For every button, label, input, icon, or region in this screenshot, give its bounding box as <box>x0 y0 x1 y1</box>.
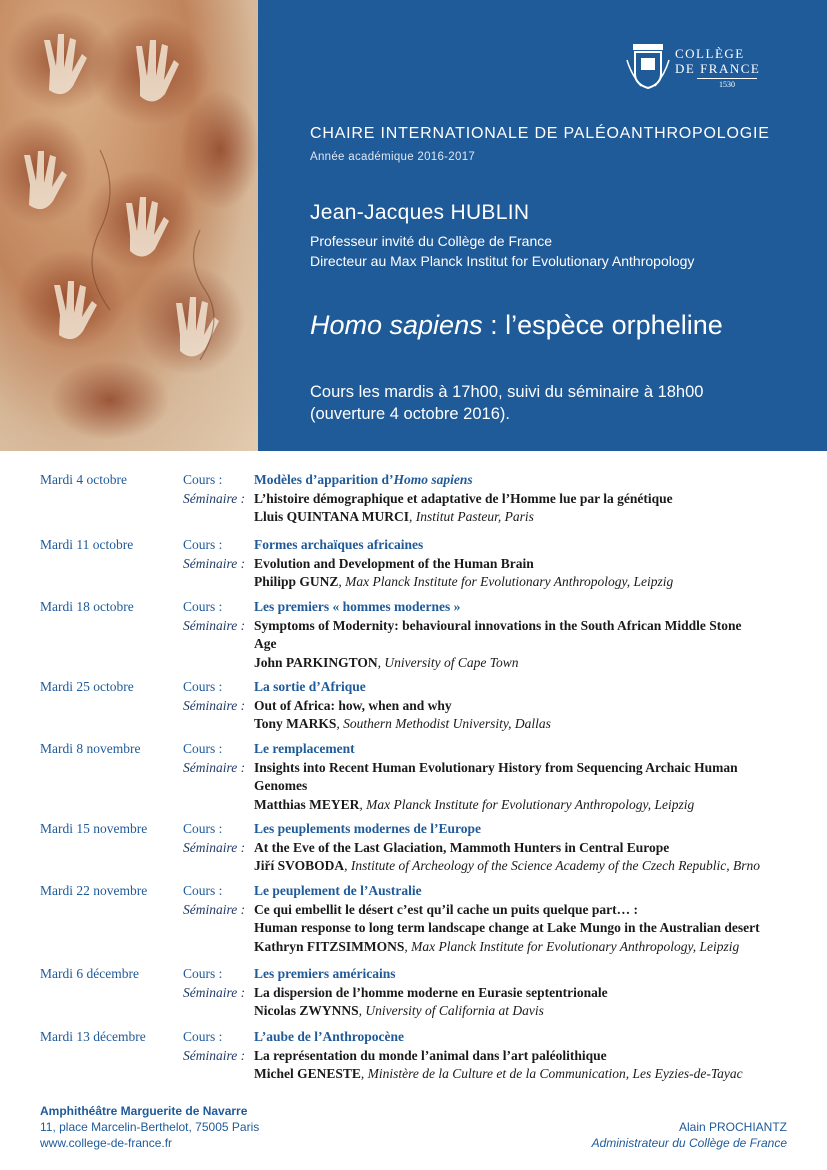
course-title-text: Modèles d’apparition d’ <box>254 472 394 487</box>
speaker-affiliation: , University of California at Davis <box>358 1003 544 1018</box>
seminaire-label: Séminaire : <box>183 490 246 506</box>
admin-name: Alain PROCHIANTZ <box>678 1120 787 1134</box>
speaker-name: John PARKINGTON <box>254 654 378 670</box>
professor-role-1: Professeur invité du Collège de France <box>310 233 553 249</box>
course-title-italic: Homo sapiens <box>393 472 473 487</box>
seminar-title-line: La représentation du monde l’animal dans l’art paléolithique <box>254 1047 607 1063</box>
speaker-affiliation: , University of Cape Town <box>377 654 519 670</box>
seminar-title-line: L’histoire démographique et adaptative de l’Homme lue par la génétique <box>254 490 673 506</box>
session-date: Mardi 6 décembre <box>40 966 139 981</box>
speaker-affiliation: , Max Planck Institute for Evolutionary Anthropology, Leipzig <box>338 574 674 589</box>
cours-label: Cours : <box>183 679 223 694</box>
course-title-text: Le remplacement <box>254 741 355 756</box>
venue-address: 11, place Marcelin-Berthelot, 75005 Paris <box>40 1120 260 1134</box>
logo-year: 1530 <box>697 78 757 89</box>
course-title <box>254 741 355 757</box>
speaker-line <box>254 939 739 955</box>
academic-year: Année académique 2016-2017 <box>310 151 476 163</box>
course-title <box>254 537 423 553</box>
professor-name: Jean-Jacques HUBLIN <box>310 201 530 224</box>
cours-label: Cours : <box>183 472 223 487</box>
course-title <box>254 966 395 982</box>
cours-label: Cours : <box>183 821 223 836</box>
cours-label: Cours : <box>183 537 223 552</box>
session-date: Mardi 13 décembre <box>40 1029 146 1044</box>
chair-title: CHAIRE INTERNATIONALE DE PALÉOANTHROPOLOGIE <box>310 125 770 142</box>
college-de-france-logo <box>625 40 795 92</box>
speaker-affiliation: , Max Planck Institute for Evolutionary Anthropology, Leipzig <box>404 938 740 954</box>
speaker-name: Lluis QUINTANA MURCI <box>254 509 410 524</box>
course-title <box>254 599 460 615</box>
course-title-rest: : l’espèce orpheline <box>482 310 723 340</box>
footer-admin-block <box>592 1119 787 1151</box>
cours-label: Cours : <box>183 599 223 614</box>
website-link[interactable]: www.college-de-france.fr <box>40 1136 173 1150</box>
speaker-line <box>254 1066 743 1082</box>
speaker-line <box>254 655 519 671</box>
seminar-title-line: Human response to long term landscape change at Lake Mungo in the Australian desert <box>254 920 760 935</box>
speaker-name: Tony MARKS <box>254 716 337 731</box>
seminar-title-line: Symptoms of Modernity: behavioural innovations in the South African Middle Stone <box>254 617 742 633</box>
schedule-line-2: (ouverture 4 octobre 2016). <box>310 405 510 423</box>
seminaire-label: Séminaire : <box>183 1047 246 1063</box>
cours-label: Cours : <box>183 966 223 981</box>
seminaire-label: Séminaire : <box>183 984 246 1000</box>
seminaire-label: Séminaire : <box>183 555 246 571</box>
speaker-line <box>254 797 694 813</box>
cave-art-image <box>0 0 258 451</box>
seminar-title-line: At the Eve of the Last Glaciation, Mammoth Hunters in Central Europe <box>254 839 670 855</box>
speaker-line <box>254 716 551 732</box>
professor-role-2: Directeur au Max Planck Institut for Evolutionary Anthropology <box>310 253 695 269</box>
logo-wordmark <box>675 46 760 76</box>
seminaire-label: Séminaire : <box>183 759 246 775</box>
cours-label: Cours : <box>183 883 223 898</box>
speaker-line <box>254 1003 544 1019</box>
schedule-line-1: Cours les mardis à 17h00, suivi du séminaire à 18h00 <box>310 383 704 401</box>
hand-stencils-illustration <box>0 0 258 451</box>
seminaire-label: Séminaire : <box>183 617 246 633</box>
crest-icon <box>625 40 671 92</box>
speaker-affiliation: , Southern Methodist University, Dallas <box>336 716 551 731</box>
logo-line-2: DE FRANCE <box>675 61 761 76</box>
cours-label: Cours : <box>183 1029 223 1044</box>
session-date: Mardi 15 novembre <box>40 821 148 836</box>
course-title <box>310 310 723 341</box>
session-date: Mardi 4 octobre <box>40 472 127 487</box>
course-title-text: Les premiers « hommes modernes » <box>254 599 461 614</box>
seminaire-label: Séminaire : <box>183 901 246 917</box>
course-title-text: Les peuplements modernes de l’Europe <box>254 821 482 836</box>
session-date: Mardi 18 octobre <box>40 599 134 614</box>
venue-name: Amphithéâtre Marguerite de Navarre <box>40 1104 248 1118</box>
speaker-line <box>254 509 534 525</box>
course-title-text: L’aube de l’Anthropocène <box>254 1029 405 1044</box>
speaker-affiliation: , Ministère de la Culture et de la Communication, Les Eyzies-de-Tayac <box>360 1066 743 1081</box>
title-panel <box>258 0 827 451</box>
seminar-title-line: Evolution and Development of the Human Brain <box>254 555 534 571</box>
course-title-italic: Homo sapiens <box>310 310 483 340</box>
seminaire-label: Séminaire : <box>183 697 246 713</box>
logo-line-1: COLLÈGE <box>675 46 745 61</box>
seminar-title-line: Genomes <box>254 778 308 793</box>
header-banner <box>0 0 827 451</box>
seminar-title-line: Ce qui embellit le désert c’est qu’il cache un puits quelque part… : <box>254 901 638 917</box>
course-title-text: Le peuplement de l’Australie <box>254 883 422 898</box>
seminaire-label: Séminaire : <box>183 839 246 855</box>
session-date: Mardi 25 octobre <box>40 679 134 694</box>
session-date: Mardi 11 octobre <box>40 537 134 552</box>
seminar-title-line: Age <box>254 636 277 651</box>
course-title-text: Les premiers américains <box>254 966 396 981</box>
speaker-affiliation: , Institut Pasteur, Paris <box>409 509 534 524</box>
seminar-title-line: Insights into Recent Human Evolutionary History from Sequencing Archaic Human <box>254 759 738 775</box>
course-title <box>254 883 422 899</box>
speaker-name: Jiří SVOBODA <box>254 858 345 873</box>
course-title <box>254 679 366 695</box>
speaker-name: Kathryn FITZSIMMONS <box>254 938 405 954</box>
footer-venue-block <box>40 1103 259 1151</box>
admin-role: Administrateur du Collège de France <box>591 1136 787 1150</box>
speaker-line <box>254 858 760 874</box>
seminar-title-line: La dispersion de l’homme moderne en Eurasie septentrionale <box>254 984 608 1000</box>
speaker-name: Philipp GUNZ <box>254 574 339 589</box>
speaker-name: Matthias MEYER <box>254 796 360 812</box>
course-title <box>254 821 481 837</box>
session-date: Mardi 8 novembre <box>40 741 141 756</box>
seminar-title-line: Out of Africa: how, when and why <box>254 697 452 713</box>
cours-label: Cours : <box>183 741 223 756</box>
speaker-name: Michel GENESTE <box>254 1066 361 1081</box>
course-title-text: Formes archaïques africaines <box>254 537 424 552</box>
course-title <box>254 1029 404 1045</box>
speaker-line <box>254 574 673 590</box>
course-title <box>254 472 473 488</box>
speaker-affiliation: , Max Planck Institute for Evolutionary Anthropology, Leipzig <box>359 796 695 812</box>
speaker-name: Nicolas ZWYNNS <box>254 1003 359 1018</box>
course-title-text: La sortie d’Afrique <box>254 679 366 694</box>
session-date: Mardi 22 novembre <box>40 883 148 898</box>
speaker-affiliation: , Institute of Archeology of the Science Academy of the Czech Republic, Brno <box>344 858 761 873</box>
